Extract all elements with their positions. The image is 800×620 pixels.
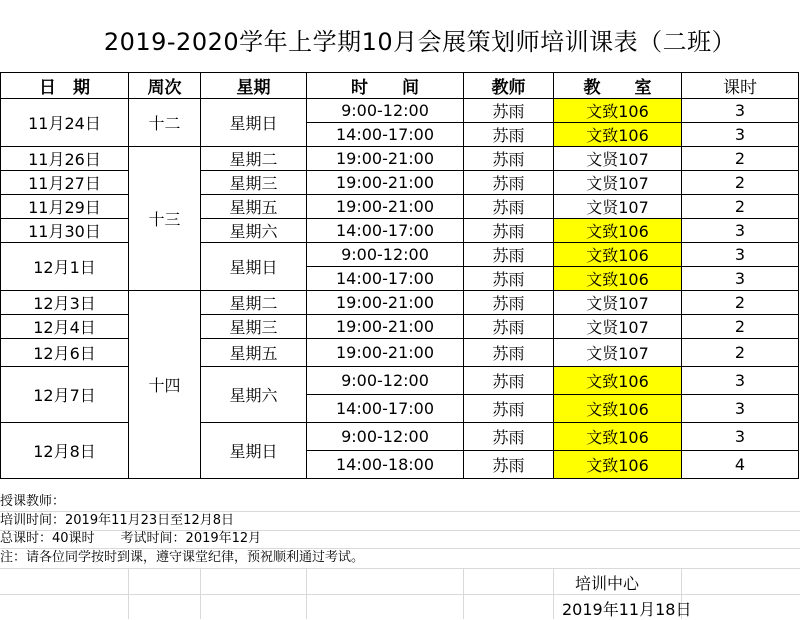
cell-time: 19:00-21:00: [307, 291, 464, 315]
cell-room: 文贤107: [554, 147, 682, 171]
cell-teacher: 苏雨: [464, 395, 554, 423]
cell-time: 9:00-12:00: [307, 99, 464, 123]
cell-teacher: 苏雨: [464, 147, 554, 171]
cell-room: 文致106: [554, 423, 682, 451]
cell-date: 12月1日: [1, 243, 129, 291]
cell-time: 19:00-21:00: [307, 147, 464, 171]
cell-room: 文贤107: [554, 339, 682, 367]
cell-teacher: 苏雨: [464, 367, 554, 395]
cell-teacher: 苏雨: [464, 451, 554, 479]
grid-line: [553, 568, 554, 619]
table-row: [1, 195, 799, 219]
cell-time: 9:00-12:00: [307, 243, 464, 267]
cell-hours: 3: [682, 99, 799, 123]
header-week: 周次: [129, 73, 201, 99]
schedule-table: [0, 72, 799, 479]
cell-teacher: 苏雨: [464, 195, 554, 219]
grid-line: [306, 568, 307, 619]
cell-time: 14:00-18:00: [307, 451, 464, 479]
cell-date: 12月3日: [1, 291, 129, 315]
cell-room: 文致106: [554, 367, 682, 395]
cell-hours: 2: [682, 315, 799, 339]
cell-room: 文贤107: [554, 195, 682, 219]
cell-weekday: 星期日: [201, 99, 307, 147]
cell-room: 文致106: [554, 267, 682, 291]
header-room: 教 室: [554, 73, 682, 99]
cell-room: 文致106: [554, 243, 682, 267]
cell-week: 十二: [129, 99, 201, 147]
grid-line: [128, 568, 129, 619]
table-row: [1, 423, 799, 451]
cell-time: 19:00-21:00: [307, 315, 464, 339]
cell-hours: 2: [682, 171, 799, 195]
cell-teacher: 苏雨: [464, 171, 554, 195]
cell-date: 11月30日: [1, 219, 129, 243]
table-row: [1, 147, 799, 171]
cell-date: 11月29日: [1, 195, 129, 219]
cell-date: 12月7日: [1, 367, 129, 423]
cell-room: 文致106: [554, 123, 682, 147]
header-date: 日 期: [1, 73, 129, 99]
cell-hours: 3: [682, 267, 799, 291]
table-row: [1, 291, 799, 315]
cell-hours: 3: [682, 243, 799, 267]
grid-line: [200, 568, 201, 619]
cell-time: 19:00-21:00: [307, 195, 464, 219]
cell-week: 十四: [129, 291, 201, 479]
cell-weekday: 星期五: [201, 339, 307, 367]
cell-hours: 3: [682, 367, 799, 395]
header-weekday: 星期: [201, 73, 307, 99]
cell-date: 12月8日: [1, 423, 129, 479]
cell-date: 11月24日: [1, 99, 129, 147]
cell-hours: 3: [682, 395, 799, 423]
cell-time: 19:00-21:00: [307, 339, 464, 367]
cell-weekday: 星期日: [201, 243, 307, 291]
grid-line: [463, 568, 464, 619]
page-title: 2019-2020学年上学期10月会展策划师培训课表（二班）: [103, 28, 737, 56]
table-header-row: [1, 73, 799, 99]
cell-weekday: 星期六: [201, 367, 307, 423]
grid-line: [0, 568, 800, 569]
cell-teacher: 苏雨: [464, 291, 554, 315]
cell-weekday: 星期三: [201, 171, 307, 195]
cell-room: 文致106: [554, 219, 682, 243]
cell-weekday: 星期日: [201, 423, 307, 479]
cell-hours: 2: [682, 291, 799, 315]
cell-hours: 2: [682, 195, 799, 219]
cell-room: 文致106: [554, 451, 682, 479]
cell-teacher: 苏雨: [464, 99, 554, 123]
cell-teacher: 苏雨: [464, 219, 554, 243]
table-row: [1, 243, 799, 267]
cell-room: 文贤107: [554, 315, 682, 339]
table-row: [1, 171, 799, 195]
cell-hours: 3: [682, 423, 799, 451]
header-time: 时 间: [307, 73, 464, 99]
cell-hours: 2: [682, 339, 799, 367]
cell-teacher: 苏雨: [464, 267, 554, 291]
header-teacher: 教师: [464, 73, 554, 99]
cell-teacher: 苏雨: [464, 243, 554, 267]
signature-date: 2019年11月18日: [562, 600, 692, 619]
cell-time: 14:00-17:00: [307, 219, 464, 243]
cell-weekday: 星期二: [201, 291, 307, 315]
cell-time: 14:00-17:00: [307, 267, 464, 291]
cell-date: 11月26日: [1, 147, 129, 171]
cell-hours: 4: [682, 451, 799, 479]
cell-teacher: 苏雨: [464, 123, 554, 147]
cell-room: 文致106: [554, 99, 682, 123]
cell-weekday: 星期六: [201, 219, 307, 243]
table-row: [1, 315, 799, 339]
table-row: [1, 99, 799, 123]
cell-time: 14:00-17:00: [307, 123, 464, 147]
table-row: [1, 219, 799, 243]
cell-teacher: 苏雨: [464, 339, 554, 367]
table-row: [1, 339, 799, 367]
cell-date: 11月27日: [1, 171, 129, 195]
cell-time: 9:00-12:00: [307, 423, 464, 451]
cell-room: 文致106: [554, 395, 682, 423]
cell-room: 文贤107: [554, 171, 682, 195]
cell-hours: 3: [682, 123, 799, 147]
cell-time: 19:00-21:00: [307, 171, 464, 195]
cell-weekday: 星期五: [201, 195, 307, 219]
note-teacher: 授课教师：: [0, 494, 66, 509]
note-period: 培训时间：2019年11月23日至12月8日: [0, 513, 234, 528]
cell-teacher: 苏雨: [464, 315, 554, 339]
signature-org: 培训中心: [575, 574, 640, 593]
cell-weekday: 星期三: [201, 315, 307, 339]
cell-weekday: 星期二: [201, 147, 307, 171]
cell-date: 12月6日: [1, 339, 129, 367]
table-row: [1, 367, 799, 395]
cell-room: 文贤107: [554, 291, 682, 315]
cell-date: 12月4日: [1, 315, 129, 339]
cell-hours: 3: [682, 219, 799, 243]
note-total-hours: 总课时：40课时 考试时间：2019年12月: [0, 531, 262, 546]
note-remark: 注：请各位同学按时到课，遵守课堂纪律，预祝顺利通过考试。: [0, 550, 365, 565]
cell-teacher: 苏雨: [464, 423, 554, 451]
header-hours: 课时: [682, 73, 799, 99]
cell-time: 14:00-17:00: [307, 395, 464, 423]
grid-line: [0, 594, 800, 595]
cell-hours: 2: [682, 147, 799, 171]
cell-week: 十三: [129, 147, 201, 291]
cell-time: 9:00-12:00: [307, 367, 464, 395]
